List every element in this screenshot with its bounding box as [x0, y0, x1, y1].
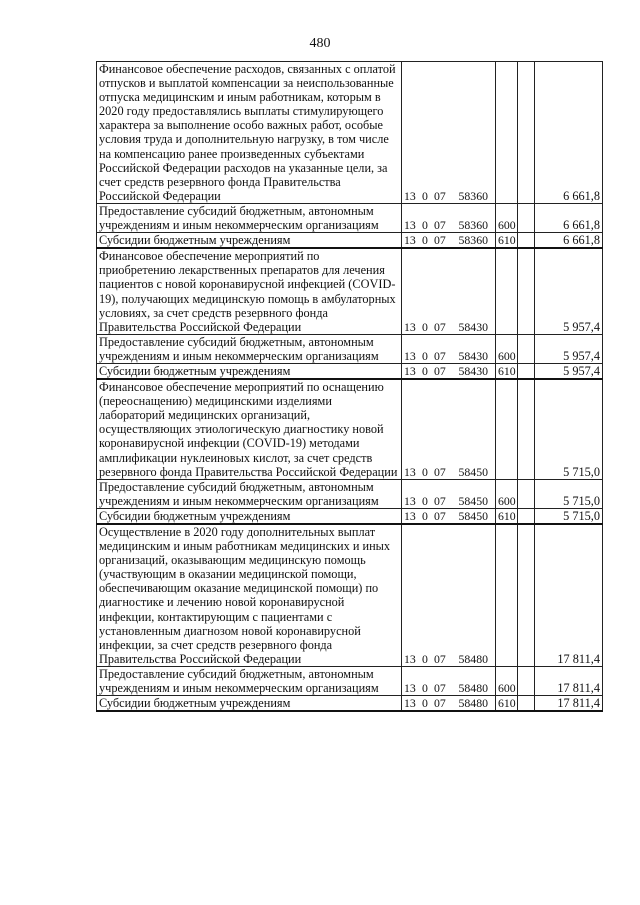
table-row [97, 203, 603, 232]
code-program: 0 [422, 681, 428, 696]
row-amount: 5 957,4 [535, 248, 603, 334]
row-code [402, 379, 496, 479]
code-group: 07 [434, 493, 446, 508]
row-amount: 6 661,8 [535, 62, 603, 204]
row-expense-type: 600 [496, 666, 518, 695]
row-amount: 5 715,0 [535, 508, 603, 524]
table-row [97, 696, 603, 712]
code-program: 0 [422, 508, 428, 523]
code-direction: 58360 [458, 218, 488, 233]
row-description: Финансовое обеспечение мероприятий по приобретению лекарственных препаратов для лечения пациентов с новой коронавирусной инфекцией (COVID-19), получающих медицинскую помощь в амбулаторных условиях, за счет средств резервного фонда Правительства Российской Федерации [97, 248, 402, 334]
row-expense-type: 610 [496, 696, 518, 712]
code-ved: 13 [404, 681, 416, 696]
row-empty-cell [518, 334, 535, 363]
row-empty-cell [518, 479, 535, 508]
row-empty-cell [518, 363, 535, 379]
row-description: Субсидии бюджетным учреждениям [97, 696, 402, 712]
code-program: 0 [422, 218, 428, 233]
row-code [402, 203, 496, 232]
code-group: 07 [434, 233, 446, 248]
row-description: Субсидии бюджетным учреждениям [97, 363, 402, 379]
code-ved: 13 [404, 696, 416, 711]
code-direction: 58430 [458, 319, 488, 334]
row-amount: 6 661,8 [535, 233, 603, 249]
code-ved: 13 [404, 348, 416, 363]
row-code [402, 248, 496, 334]
code-program: 0 [422, 696, 428, 711]
row-description: Осуществление в 2020 году дополнительных выплат медицинским и иным работникам медицинских и иных организаций, оказывающим медицинскую помощь (участвующим в оказании медицинской помощи, обеспечивающим оказание медицинской помощи) по диагностике и лечению новой коронавирусной инфекции, контактирующим с пациентами с установленным диагнозом новой коронавирусной инфекции, за счет средств резервного фонда Правительства Российской Федерации [97, 524, 402, 666]
row-code [402, 508, 496, 524]
code-direction: 58480 [458, 651, 488, 666]
row-amount: 17 811,4 [535, 666, 603, 695]
row-empty-cell [518, 524, 535, 666]
code-group: 07 [434, 348, 446, 363]
page-number: 480 [309, 36, 331, 51]
code-direction: 58480 [458, 696, 488, 711]
code-program: 0 [422, 651, 428, 666]
row-amount: 5 715,0 [535, 479, 603, 508]
row-expense-type: 600 [496, 203, 518, 232]
code-group: 07 [434, 681, 446, 696]
code-ved: 13 [404, 651, 416, 666]
table-row [97, 479, 603, 508]
code-group: 07 [434, 319, 446, 334]
code-direction: 58450 [458, 493, 488, 508]
row-code [402, 233, 496, 249]
row-empty-cell [518, 248, 535, 334]
row-code [402, 666, 496, 695]
row-expense-type: 610 [496, 233, 518, 249]
code-direction: 58360 [458, 233, 488, 248]
row-code [402, 334, 496, 363]
row-code [402, 363, 496, 379]
table-row [97, 379, 603, 479]
code-direction: 58430 [458, 363, 488, 378]
code-program: 0 [422, 319, 428, 334]
code-ved: 13 [404, 363, 416, 378]
row-expense-type [496, 62, 518, 204]
code-group: 07 [434, 696, 446, 711]
code-ved: 13 [404, 319, 416, 334]
code-direction: 58480 [458, 681, 488, 696]
code-direction: 58360 [458, 188, 488, 203]
row-empty-cell [518, 508, 535, 524]
row-description: Предоставление субсидий бюджетным, автономным учреждениям и иным некоммерческим организациям [97, 334, 402, 363]
code-ved: 13 [404, 493, 416, 508]
row-description: Субсидии бюджетным учреждениям [97, 508, 402, 524]
table-row [97, 248, 603, 334]
row-expense-type: 610 [496, 363, 518, 379]
row-amount: 5 957,4 [535, 363, 603, 379]
table-row [97, 363, 603, 379]
code-direction: 58450 [458, 508, 488, 523]
row-description: Предоставление субсидий бюджетным, автономным учреждениям и иным некоммерческим организациям [97, 666, 402, 695]
code-direction: 58430 [458, 348, 488, 363]
table-row [97, 62, 603, 204]
row-amount: 6 661,8 [535, 203, 603, 232]
row-code [402, 696, 496, 712]
table-row [97, 334, 603, 363]
row-empty-cell [518, 203, 535, 232]
code-ved: 13 [404, 464, 416, 479]
code-group: 07 [434, 508, 446, 523]
row-expense-type: 610 [496, 508, 518, 524]
code-group: 07 [434, 363, 446, 378]
code-ved: 13 [404, 188, 416, 203]
row-description: Финансовое обеспечение расходов, связанных с оплатой отпусков и выплатой компенсации за неиспользованные отпуска медицинским и иным работникам, которым в 2020 году предоставлялись выплаты стимулирующего характера за выполнение особо важных работ, особые условия труда и дополнительную нагрузку, в том числе на компенсацию ранее произведенных субъектами Российской Федерации расходов на указанные цели, за счет средств резервного фонда Правительства Российской Федерации [97, 62, 402, 204]
row-description: Предоставление субсидий бюджетным, автономным учреждениям и иным некоммерческим организациям [97, 479, 402, 508]
row-description: Субсидии бюджетным учреждениям [97, 233, 402, 249]
table-row [97, 508, 603, 524]
row-empty-cell [518, 233, 535, 249]
code-program: 0 [422, 188, 428, 203]
row-empty-cell [518, 379, 535, 479]
table-row [97, 666, 603, 695]
code-group: 07 [434, 464, 446, 479]
row-amount: 5 957,4 [535, 334, 603, 363]
row-description: Предоставление субсидий бюджетным, автономным учреждениям и иным некоммерческим организациям [97, 203, 402, 232]
code-program: 0 [422, 363, 428, 378]
code-program: 0 [422, 464, 428, 479]
row-expense-type [496, 524, 518, 666]
code-ved: 13 [404, 218, 416, 233]
row-empty-cell [518, 696, 535, 712]
code-direction: 58450 [458, 464, 488, 479]
code-ved: 13 [404, 508, 416, 523]
row-expense-type: 600 [496, 334, 518, 363]
row-empty-cell [518, 62, 535, 204]
row-expense-type: 600 [496, 479, 518, 508]
code-ved: 13 [404, 233, 416, 248]
row-empty-cell [518, 666, 535, 695]
table-row [97, 524, 603, 666]
row-description: Финансовое обеспечение мероприятий по оснащению (переоснащению) медицинскими изделиями лабораторий медицинских организаций, осуществляющих этиологическую диагностику новой коронавирусной инфекции (COVID-19) методами амплификации нуклеиновых кислот, за счет средств резервного фонда Правительства Российской Федерации [97, 379, 402, 479]
code-group: 07 [434, 218, 446, 233]
budget-table [96, 61, 603, 712]
row-expense-type [496, 379, 518, 479]
code-program: 0 [422, 348, 428, 363]
code-program: 0 [422, 233, 428, 248]
code-group: 07 [434, 188, 446, 203]
row-code [402, 479, 496, 508]
row-amount: 17 811,4 [535, 524, 603, 666]
row-expense-type [496, 248, 518, 334]
row-amount: 17 811,4 [535, 696, 603, 712]
row-amount: 5 715,0 [535, 379, 603, 479]
table-row [97, 233, 603, 249]
row-code [402, 62, 496, 204]
code-group: 07 [434, 651, 446, 666]
row-code [402, 524, 496, 666]
code-program: 0 [422, 493, 428, 508]
